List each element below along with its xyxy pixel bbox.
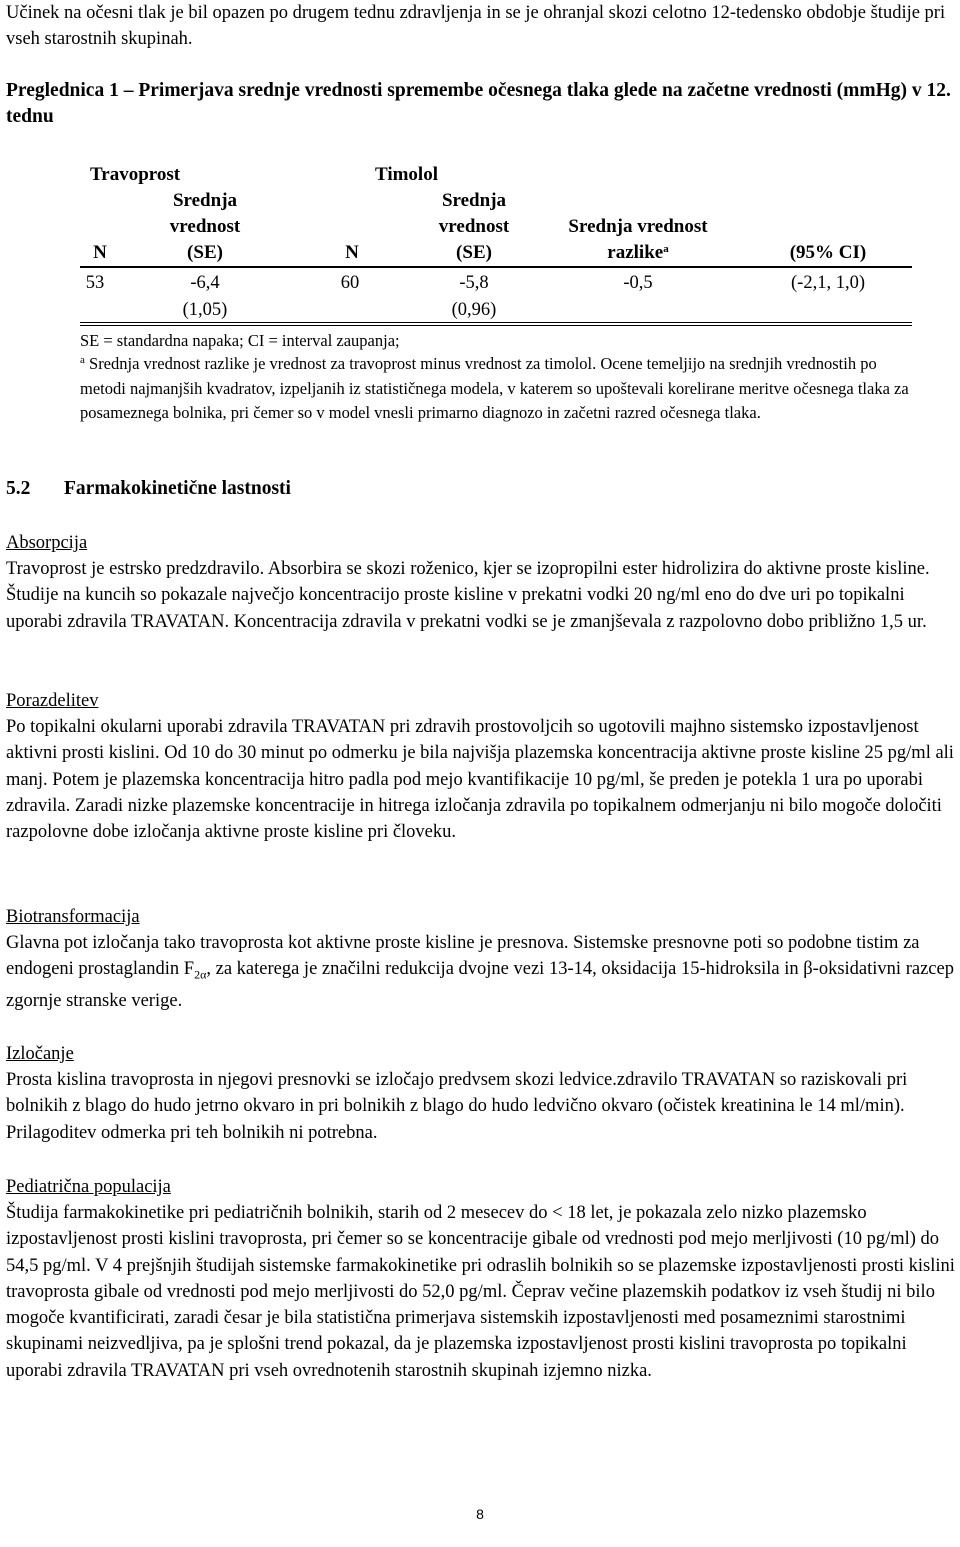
table-bottom-rule-1 — [80, 322, 912, 323]
table-footnote-1: SE = standardna napaka; CI = interval zaupanja; — [80, 331, 400, 350]
cell-tim-n: 60 — [340, 273, 360, 293]
header-diff-sup: a — [663, 243, 669, 255]
heading-absorpcija: Absorpcija — [6, 533, 88, 553]
header-group-travoprost: Travoprost — [90, 164, 181, 185]
heading-izlocanje: Izločanje — [6, 1044, 74, 1064]
subscript-2alpha: 2α — [194, 967, 207, 982]
table-bottom-rule-2 — [80, 325, 912, 326]
header-trav-mean-1: Srednja — [172, 190, 238, 211]
paragraph-pediatricna: Študija farmakokinetike pri pediatričnih bolnikih, starih od 2 mesecev do < 18 let, je pokazala zelo nizko plazemsko izpostavljenost prosti kislini travoprosta, pri čemer so se koncentracije gibale od vrednosti pod mejo merljivosti (10 pg/ml) do 54,5 pg/ml. V 4 prejšnjih študijah sistemske farmakokinetike pri odraslih bolnikih so se plazemske izpostavljenosti prosti kislini travoprosta gibale od vrednosti pod mejo merljivosti do 52,0 pg/ml. Čeprav večine plazemskih podatkov iz vseh študij ni bilo mogoče kvantificirati, zaradi česar je bila statistična primerjava sistemskih izpostavljenosti med posameznimi starostnimi skupinami neizvedljiva, pa je splošni trend pokazal, da je plazemska izpostavljenost prosti kislini travoprosta po topikalni uporabi zdravila TRAVATAN pri vseh ovrednotenih starostnih skupinah izjemno nizka. — [6, 1203, 955, 1381]
cell-trav-n: 53 — [85, 273, 105, 293]
header-tim-mean-2: vrednost — [438, 216, 510, 237]
heading-biotransformacija: Biotransformacija — [6, 907, 140, 927]
paragraph-biotransformacija: Glavna pot izločanja tako travoprosta kot aktivne proste kisline je presnova. Sistemske presnovne poti so podobne tistim za endogeni prostaglandin $F_{2\alpha}$, za katerega je značilni redukcija dvojne vezi 13-14, oksidacija 15-hidroksila in β-oksidativni razcep zgornje stranske verige. — [6, 933, 954, 1012]
heading-porazdelitev: Porazdelitev — [6, 691, 99, 711]
section-number: 5.2 — [6, 478, 31, 499]
header-diff-1: Srednja vrednost — [568, 216, 708, 237]
header-tim-n: N — [345, 242, 359, 263]
cell-trav-mean: -6,4 — [190, 273, 220, 293]
header-ci: (95% CI) — [789, 242, 867, 263]
header-group-timolol: Timolol — [375, 164, 438, 185]
cell-tim-mean: -5,8 — [459, 273, 489, 293]
header-diff-2: razlike$^a$ — [607, 242, 669, 263]
heading-pediatricna: Pediatrična populacija — [6, 1177, 171, 1197]
paragraph-porazdelitev: Po topikalni okularni uporabi zdravila TRAVATAN pri zdravih prostovoljcih so ugotovili majhno sistemsko izpostavljenost aktivni prosti kislini. Od 10 do 30 minut po odmerku je bila najvišja plazemska koncentracija aktivne proste kisline 25 pg/ml ali manj. Potem je plazemska koncentracija hitro padla pod mejo kvantifikacije 10 pg/ml, še preden je potekla 1 ura po uporabi zdravila. Zaradi nizke plazemske koncentracije in hitrega izločanja zdravila po topikalnem odmerjanju ni bilo mogoče določiti razpolovne dobe izločanja aktivne proste kisline pri človeku. — [6, 717, 954, 843]
intro-paragraph: Učinek na očesni tlak je bil opazen po drugem tednu zdravljenja in se je ohranjal skozi celotno 12-tedensko obdobje študije pri vseh starostnih skupinah. — [6, 3, 946, 50]
header-tim-mean-1: Srednja — [441, 190, 507, 211]
cell-diff: -0,5 — [623, 273, 653, 293]
paragraph-absorpcija: Travoprost je estrsko predzdravilo. Absorbira se skozi roženico, kjer se izopropilni ester hidrolizira do aktivne proste kisline. Študije na kuncih so pokazale največjo koncentracijo proste kisline v prekatni vodki 20 ng/ml eno do dve uri po topikalni uporabi zdravila TRAVATAN. Koncentracija zdravila v prekatni vodki se je zmanjševala z razpolovno dobo približno 1,5 ur. — [6, 559, 930, 632]
cell-tim-se: (0,96) — [451, 300, 497, 320]
header-trav-mean-3: (SE) — [187, 242, 223, 263]
table-header-rule — [80, 266, 912, 268]
header-trav-n: N — [93, 242, 107, 263]
paragraph-izlocanje: Prosta kislina travoprosta in njegovi presnovki se izločajo predvsem skozi ledvice.zdravilo TRAVATAN so raziskovali pri bolnikih z blago do hudo jetrno okvaro in pri bolnikih z blago do hudo ledvično okvaro (očistek kreatinina le 14 ml/min). Prilagoditev odmerka pri teh bolnikih ni potrebna. — [6, 1070, 908, 1143]
cell-trav-se: (1,05) — [182, 300, 228, 320]
page-number: 8 — [476, 1506, 484, 1522]
header-trav-mean-2: vrednost — [169, 216, 241, 237]
footnote-marker: a — [80, 354, 85, 366]
header-tim-mean-3: (SE) — [456, 242, 492, 263]
table-footnote-2: $^a$ Srednja vrednost razlike je vrednost za travoprost minus vrednost za timolol. Ocene temeljijo na srednjih vrednostih po metodi najmanjših kvadratov, izpeljanih iz statističnega modela, v katerem so upoštevali korelirane meritve očesnega tlaka za posameznega bolnika, pri čemer so v model vnesli primarno diagnozo in začetni razred očesnega tlaka. — [80, 354, 909, 422]
table-caption: Preglednica 1 – Primerjava srednje vrednosti spremembe očesnega tlaka glede na začetne vrednosti (mmHg) v 12. tednu — [6, 80, 951, 128]
section-title: Farmakokinetične lastnosti — [64, 478, 291, 499]
cell-ci: (-2,1, 1,0) — [791, 273, 865, 293]
